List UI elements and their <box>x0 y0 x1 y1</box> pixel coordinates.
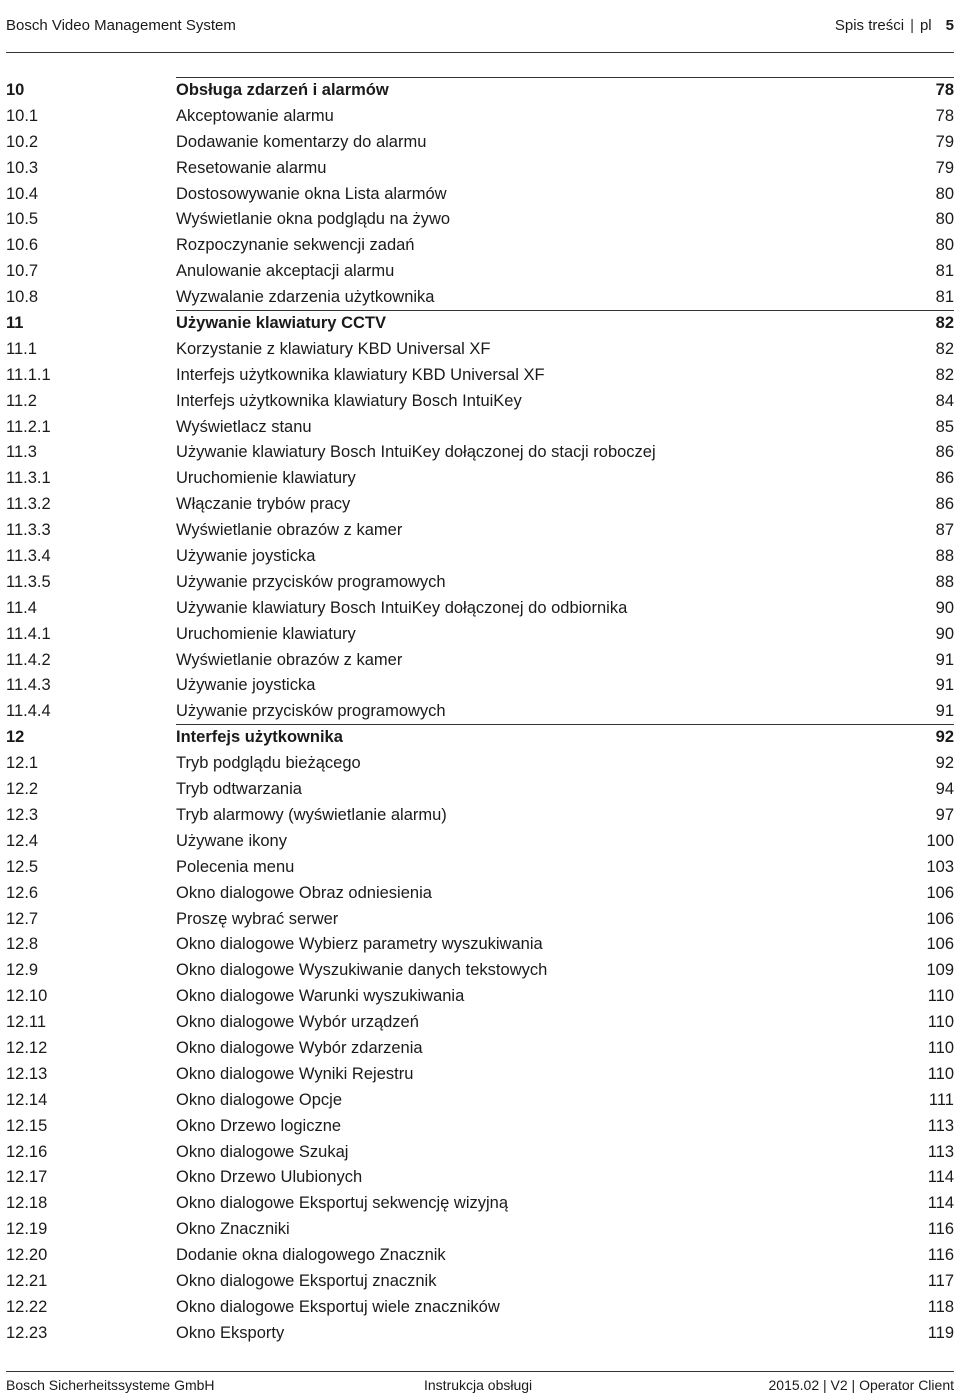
toc-entry-number: 12.12 <box>6 1038 48 1057</box>
toc-entry-page: 110 <box>927 1013 954 1032</box>
toc-entry-row[interactable] <box>6 595 954 621</box>
toc-entry-row[interactable] <box>6 1113 954 1139</box>
toc-entry-title: Używanie klawiatury Bosch IntuiKey dołączonej do odbiornika <box>176 598 628 617</box>
toc-entry-page: 78 <box>935 81 954 99</box>
toc-entry-title: Okno dialogowe Eksportuj znacznik <box>176 1271 437 1290</box>
toc-entry-title: Resetowanie alarmu <box>176 158 327 177</box>
toc-entry-title: Okno dialogowe Wybór zdarzenia <box>176 1038 423 1057</box>
toc-entry-page: 84 <box>935 391 954 410</box>
toc-entry-number: 11 <box>6 314 24 333</box>
toc-entry-number: 12.22 <box>6 1297 48 1316</box>
toc-entry-title: Używanie joysticka <box>176 676 316 695</box>
toc-entry-number: 12.7 <box>6 909 39 928</box>
toc-entry-row[interactable] <box>6 1190 954 1216</box>
toc-entry-number: 11.4.3 <box>6 676 51 695</box>
toc-entry-number: 10.2 <box>6 132 39 151</box>
toc-entry-row[interactable] <box>6 621 954 647</box>
footer-version: 2015.02 | V2 | Operator Client <box>768 1377 954 1393</box>
toc-entry-page: 86 <box>935 443 954 462</box>
page-header <box>6 0 954 53</box>
toc-entry-number: 12.9 <box>6 961 39 980</box>
toc-entry-page: 80 <box>935 184 954 203</box>
toc-entry-page: 79 <box>935 158 954 177</box>
toc-entry-row[interactable] <box>6 1294 954 1320</box>
toc-entry-number: 12.13 <box>6 1064 48 1083</box>
toc-entry-page: 110 <box>927 987 954 1006</box>
toc-entry-title: Interfejs użytkownika <box>176 728 343 747</box>
table-of-contents <box>6 77 954 1346</box>
toc-entry-number: 12.18 <box>6 1194 48 1213</box>
toc-entry-row[interactable] <box>6 1268 954 1294</box>
toc-entry-row[interactable] <box>6 802 954 828</box>
toc-entry-page: 85 <box>935 417 954 436</box>
toc-entry-title: Okno dialogowe Eksportuj wiele znaczników <box>176 1297 500 1316</box>
toc-entry-row[interactable] <box>6 491 954 517</box>
footer-company: Bosch Sicherheitssysteme GmbH <box>6 1377 215 1393</box>
toc-entry-page: 88 <box>935 547 954 566</box>
toc-entry-row[interactable] <box>6 569 954 595</box>
toc-entry-number: 11.3.5 <box>6 572 51 591</box>
toc-chapter-row[interactable] <box>6 310 954 336</box>
toc-entry-page: 110 <box>927 1038 954 1057</box>
toc-entry-number: 11.1 <box>6 339 37 358</box>
toc-entry-title: Wyświetlacz stanu <box>176 417 312 436</box>
toc-entry-title: Dodawanie komentarzy do alarmu <box>176 132 427 151</box>
toc-entry-page: 90 <box>935 624 954 643</box>
toc-entry-row[interactable] <box>6 880 954 906</box>
toc-entry-number: 12.17 <box>6 1168 48 1187</box>
toc-entry-number: 12.14 <box>6 1090 48 1109</box>
toc-entry-page: 119 <box>927 1323 954 1342</box>
toc-entry-page: 111 <box>928 1090 954 1109</box>
toc-entry-row[interactable] <box>6 1087 954 1113</box>
toc-entry-number: 11.4 <box>6 598 37 617</box>
toc-entry-number: 11.2 <box>6 391 37 410</box>
toc-entry-page: 86 <box>935 469 954 488</box>
toc-entry-row[interactable] <box>6 439 954 465</box>
toc-entry-title: Włączanie trybów pracy <box>176 495 351 514</box>
toc-entry-title: Tryb alarmowy (wyświetlanie alarmu) <box>176 805 447 824</box>
toc-entry-number: 12.19 <box>6 1220 48 1239</box>
toc-entry-title: Okno dialogowe Opcje <box>176 1090 343 1109</box>
toc-entry-number: 10.3 <box>6 158 39 177</box>
toc-entry-page: 82 <box>935 339 954 358</box>
toc-entry-number: 12.6 <box>6 883 39 902</box>
toc-entry-row[interactable] <box>6 957 954 983</box>
toc-entry-row[interactable] <box>6 1216 954 1242</box>
page-footer <box>6 1371 954 1395</box>
toc-entry-row[interactable] <box>6 1139 954 1165</box>
toc-entry-title: Tryb odtwarzania <box>176 780 302 799</box>
toc-entry-number: 12.8 <box>6 935 39 954</box>
header-separator: | <box>910 17 914 34</box>
toc-entry-number: 11.4.2 <box>6 650 51 669</box>
toc-entry-page: 87 <box>935 521 954 540</box>
toc-entry-page: 100 <box>926 831 954 850</box>
toc-entry-row[interactable] <box>6 465 954 491</box>
toc-entry-page: 81 <box>935 262 954 281</box>
toc-entry-number: 11.3.1 <box>6 469 51 488</box>
toc-entry-page: 116 <box>927 1246 954 1265</box>
toc-entry-title: Okno dialogowe Wybierz parametry wyszukiwania <box>176 935 543 954</box>
toc-entry-row[interactable] <box>6 103 954 129</box>
toc-entry-row[interactable] <box>6 414 954 440</box>
toc-entry-number: 11.4.4 <box>6 702 51 721</box>
toc-entry-row[interactable] <box>6 828 954 854</box>
toc-entry-title: Anulowanie akceptacji alarmu <box>176 262 395 281</box>
toc-entry-page: 97 <box>935 805 954 824</box>
toc-entry-row[interactable] <box>6 1061 954 1087</box>
toc-entry-row[interactable] <box>6 258 954 284</box>
toc-entry-row[interactable] <box>6 931 954 957</box>
toc-entry-row[interactable] <box>6 543 954 569</box>
toc-entry-title: Tryb podglądu bieżącego <box>176 754 361 773</box>
toc-entry-page: 113 <box>927 1142 954 1161</box>
toc-entry-number: 11.3.3 <box>6 521 51 540</box>
toc-entry-title: Wyświetlanie obrazów z kamer <box>176 521 403 540</box>
toc-entry-title: Akceptowanie alarmu <box>176 106 334 125</box>
toc-entry-page: 90 <box>935 598 954 617</box>
toc-entry-row[interactable] <box>6 672 954 698</box>
toc-entry-number: 12.5 <box>6 857 39 876</box>
toc-entry-number: 11.4.1 <box>6 624 51 643</box>
toc-entry-title: Uruchomienie klawiatury <box>176 624 356 643</box>
toc-entry-page: 110 <box>927 1064 954 1083</box>
toc-entry-row[interactable] <box>6 362 954 388</box>
toc-entry-number: 12.20 <box>6 1246 48 1265</box>
toc-entry-title: Okno Drzewo logiczne <box>176 1116 342 1135</box>
toc-entry-page: 106 <box>926 935 954 954</box>
toc-entry-page: 118 <box>927 1297 954 1316</box>
toc-entry-number: 11.1.1 <box>6 365 51 384</box>
toc-entry-number: 10.5 <box>6 210 39 229</box>
toc-entry-page: 86 <box>935 495 954 514</box>
toc-entry-page: 79 <box>935 132 954 151</box>
toc-entry-page: 116 <box>927 1220 954 1239</box>
toc-entry-title: Proszę wybrać serwer <box>176 909 339 928</box>
toc-entry-title: Używanie joysticka <box>176 547 316 566</box>
toc-entry-number: 10 <box>6 81 25 99</box>
toc-entry-page: 117 <box>927 1271 954 1290</box>
toc-entry-title: Korzystanie z klawiatury KBD Universal XF <box>176 339 491 358</box>
toc-entry-page: 91 <box>935 676 954 695</box>
toc-entry-number: 10.4 <box>6 184 39 203</box>
toc-entry-page: 80 <box>935 236 954 255</box>
toc-entry-number: 12.23 <box>6 1323 48 1342</box>
toc-entry-number: 12.3 <box>6 805 39 824</box>
toc-entry-title: Okno dialogowe Wybór urządzeń <box>176 1013 419 1032</box>
language-code: pl <box>919 17 932 34</box>
toc-entry-title: Wyświetlanie okna podglądu na żywo <box>176 210 451 229</box>
toc-entry-page: 78 <box>935 106 954 125</box>
toc-entry-row[interactable] <box>6 1164 954 1190</box>
toc-entry-row[interactable] <box>6 983 954 1009</box>
toc-entry-page: 113 <box>927 1116 954 1135</box>
toc-entry-number: 11.3 <box>6 443 37 462</box>
toc-entry-page: 80 <box>935 210 954 229</box>
toc-entry-title: Uruchomienie klawiatury <box>176 469 356 488</box>
toc-entry-page: 92 <box>935 728 954 747</box>
toc-entry-row[interactable] <box>6 906 954 932</box>
toc-entry-row[interactable] <box>6 647 954 673</box>
toc-entry-number: 12.1 <box>6 754 39 773</box>
toc-entry-row[interactable] <box>6 155 954 181</box>
toc-entry-number: 12.11 <box>6 1013 47 1032</box>
toc-entry-page: 91 <box>935 650 954 669</box>
toc-entry-number: 12.21 <box>6 1271 48 1290</box>
toc-entry-page: 81 <box>935 288 954 307</box>
toc-entry-number: 12.4 <box>6 831 39 850</box>
toc-entry-number: 10.7 <box>6 262 39 281</box>
toc-entry-page: 114 <box>927 1168 954 1187</box>
toc-entry-row[interactable] <box>6 854 954 880</box>
toc-entry-title: Okno dialogowe Wyniki Rejestru <box>176 1064 414 1083</box>
toc-entry-title: Używane ikony <box>176 831 287 850</box>
toc-entry-title: Używanie przycisków programowych <box>176 572 446 591</box>
toc-entry-row[interactable] <box>6 129 954 155</box>
toc-entry-title: Okno Drzewo Ulubionych <box>176 1168 363 1187</box>
toc-entry-title: Dostosowywanie okna Lista alarmów <box>176 184 447 203</box>
page-number: 5 <box>945 17 954 34</box>
toc-entry-number: 11.2.1 <box>6 417 51 436</box>
toc-entry-number: 11.3.4 <box>6 547 51 566</box>
toc-entry-row[interactable] <box>6 517 954 543</box>
toc-entry-number: 12.16 <box>6 1142 48 1161</box>
toc-chapter-row[interactable] <box>6 724 954 750</box>
toc-entry-number: 12.15 <box>6 1116 48 1135</box>
toc-entry-page: 109 <box>926 961 954 980</box>
toc-chapter-row[interactable] <box>6 77 954 103</box>
toc-entry-title: Używanie klawiatury CCTV <box>176 314 386 333</box>
toc-entry-page: 88 <box>935 572 954 591</box>
toc-entry-title: Obsługa zdarzeń i alarmów <box>176 81 389 99</box>
toc-entry-title: Okno dialogowe Warunki wyszukiwania <box>176 987 465 1006</box>
toc-entry-row[interactable] <box>6 1035 954 1061</box>
footer-doc-type: Instrukcja obsługi <box>424 1377 533 1393</box>
toc-entry-title: Interfejs użytkownika klawiatury Bosch IntuiKey <box>176 391 522 410</box>
toc-entry-page: 91 <box>935 702 954 721</box>
document-title: Bosch Video Management System <box>6 17 236 34</box>
toc-entry-page: 114 <box>927 1194 954 1213</box>
toc-entry-page: 92 <box>935 754 954 773</box>
toc-entry-row[interactable] <box>6 181 954 207</box>
toc-entry-row[interactable] <box>6 698 954 724</box>
toc-entry-title: Rozpoczynanie sekwencji zadań <box>176 236 415 255</box>
toc-entry-number: 11.3.2 <box>6 495 51 514</box>
toc-entry-row[interactable] <box>6 1009 954 1035</box>
toc-entry-row[interactable] <box>6 284 954 310</box>
toc-entry-row[interactable] <box>6 336 954 362</box>
toc-entry-number: 12 <box>6 728 25 747</box>
toc-entry-title: Okno dialogowe Eksportuj sekwencję wizyjną <box>176 1194 508 1213</box>
toc-entry-number: 12.2 <box>6 780 39 799</box>
toc-entry-page: 106 <box>926 909 954 928</box>
toc-entry-row[interactable] <box>6 388 954 414</box>
toc-entry-row[interactable] <box>6 1242 954 1268</box>
header-right <box>835 17 954 34</box>
toc-entry-title: Okno dialogowe Szukaj <box>176 1142 349 1161</box>
toc-entry-page: 82 <box>935 365 954 384</box>
toc-entry-title: Okno dialogowe Wyszukiwanie danych tekstowych <box>176 961 548 980</box>
toc-entry-row[interactable] <box>6 232 954 258</box>
toc-entry-page: 94 <box>935 780 954 799</box>
toc-entry-title: Dodanie okna dialogowego Znacznik <box>176 1246 446 1265</box>
toc-entry-row[interactable] <box>6 750 954 776</box>
toc-entry-row[interactable] <box>6 206 954 232</box>
toc-entry-row[interactable] <box>6 1320 954 1346</box>
toc-entry-title: Okno dialogowe Obraz odniesienia <box>176 883 432 902</box>
toc-entry-number: 10.8 <box>6 288 39 307</box>
toc-entry-page: 82 <box>935 314 954 333</box>
toc-entry-title: Używanie przycisków programowych <box>176 702 446 721</box>
toc-entry-page: 106 <box>926 883 954 902</box>
toc-entry-title: Interfejs użytkownika klawiatury KBD Universal XF <box>176 365 545 384</box>
section-name: Spis treści <box>834 17 905 34</box>
toc-entry-title: Wyświetlanie obrazów z kamer <box>176 650 403 669</box>
toc-entry-number: 10.6 <box>6 236 39 255</box>
toc-entry-page: 103 <box>926 857 954 876</box>
toc-entry-row[interactable] <box>6 776 954 802</box>
toc-entry-number: 10.1 <box>6 106 39 125</box>
toc-entry-title: Okno Znaczniki <box>176 1220 290 1239</box>
toc-entry-number: 12.10 <box>6 987 48 1006</box>
toc-entry-title: Okno Eksporty <box>176 1323 285 1342</box>
toc-entry-title: Używanie klawiatury Bosch IntuiKey dołączonej do stacji roboczej <box>176 443 656 462</box>
toc-entry-title: Wyzwalanie zdarzenia użytkownika <box>176 288 435 307</box>
toc-entry-title: Polecenia menu <box>176 857 295 876</box>
